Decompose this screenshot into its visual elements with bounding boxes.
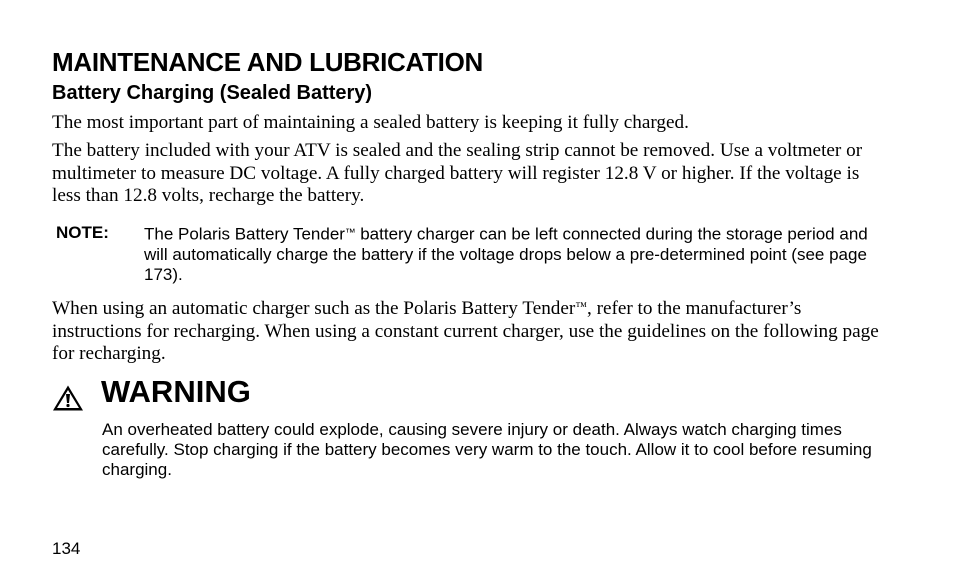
subsection-title: Battery Charging (Sealed Battery) — [52, 82, 373, 104]
note-label: NOTE: — [56, 223, 109, 242]
paragraph-voltage: The battery included with your ATV is sealed and the sealing strip cannot be removed. Use a voltmeter or multimeter to measure DC voltage. A fully charged battery will register 12.8 V or higher. If the voltage is less than 12.8 volts, recharge the battery. — [52, 140, 863, 206]
warning-triangle-icon — [52, 384, 84, 412]
warning-text: An overheated battery could explode, causing severe injury or death. Always watch charging times carefully. Stop charging if the battery becomes very warm to the touch. Allow it to cool before resuming charging. — [102, 420, 872, 479]
note-text-part-1: The Polaris Battery Tender — [144, 224, 345, 244]
note-text — [144, 223, 894, 285]
trademark-symbol: ™ — [575, 299, 587, 313]
paragraph-intro: The most important part of maintaining a sealed battery is keeping it fully charged. — [52, 112, 689, 133]
section-title: MAINTENANCE AND LUBRICATION — [52, 47, 483, 77]
page-number: 134 — [52, 539, 81, 558]
note-text-part-2: battery charger can be left connected during the storage period and will automatically charge the battery if the voltage drops below a pre-determined point (see page 173). — [144, 224, 868, 284]
trademark-symbol: ™ — [344, 227, 356, 239]
paragraph-chargers-part-2: , refer to the manufacturer’s instructions for recharging. When using a constant current charger, use the guidelines on the following page for recharging. — [52, 298, 879, 365]
paragraph-chargers-part-1: When using an automatic charger such as the Polaris Battery Tender — [52, 298, 576, 320]
warning-title: WARNING — [101, 374, 251, 409]
paragraph-chargers — [52, 295, 892, 366]
